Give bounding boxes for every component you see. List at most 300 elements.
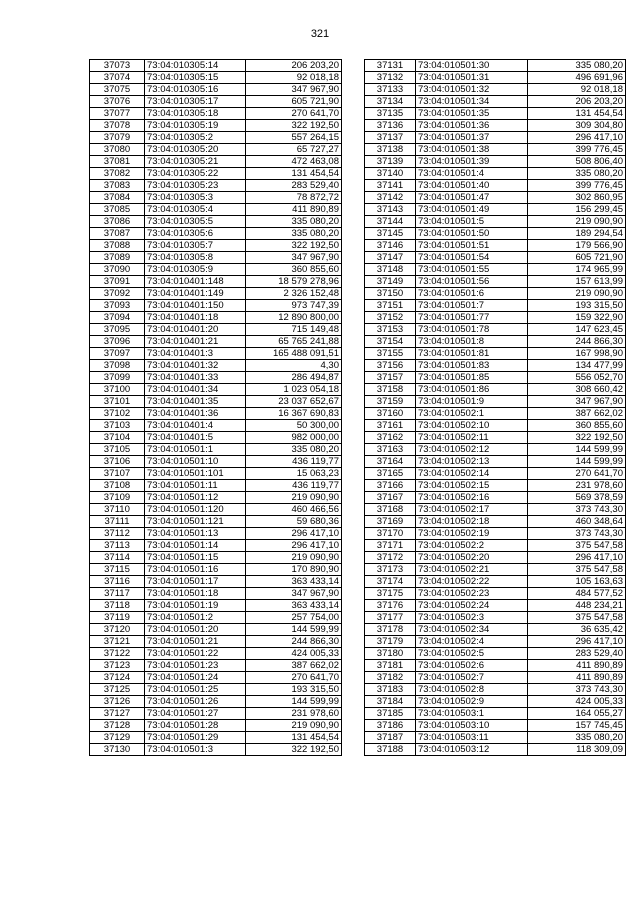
table-row <box>90 324 342 336</box>
cadastral-number-cell: 73:04:010401:18 <box>145 312 246 324</box>
table-row <box>90 240 342 252</box>
cadastral-number-cell: 73:04:010501:5 <box>416 216 528 228</box>
table-row <box>90 696 342 708</box>
table-row <box>365 60 626 72</box>
value-cell: 605 721,90 <box>246 96 342 108</box>
record-number-cell: 37119 <box>90 612 145 624</box>
table-row <box>90 408 342 420</box>
value-cell: 78 872,72 <box>246 192 342 204</box>
value-cell: 322 192,50 <box>246 744 342 756</box>
table-row <box>365 120 626 132</box>
cadastral-number-cell: 73:04:010501:16 <box>145 564 246 576</box>
value-cell: 335 080,20 <box>246 228 342 240</box>
value-cell: 244 866,30 <box>528 336 626 348</box>
record-number-cell: 37080 <box>90 144 145 156</box>
cadastral-number-cell: 73:04:010305:5 <box>145 216 246 228</box>
record-number-cell: 37154 <box>365 336 416 348</box>
cadastral-number-cell: 73:04:010501:28 <box>145 720 246 732</box>
value-cell: 360 855,60 <box>246 264 342 276</box>
table-row <box>90 732 342 744</box>
table-row <box>365 636 626 648</box>
record-number-cell: 37147 <box>365 252 416 264</box>
cadastral-number-cell: 73:04:010501:6 <box>416 288 528 300</box>
record-number-cell: 37182 <box>365 672 416 684</box>
cadastral-number-cell: 73:04:010305:17 <box>145 96 246 108</box>
value-cell: 496 691,96 <box>528 72 626 84</box>
value-cell: 296 417,10 <box>528 552 626 564</box>
cadastral-number-cell: 73:04:010501:49 <box>416 204 528 216</box>
cadastral-number-cell: 73:04:010501:34 <box>416 96 528 108</box>
cadastral-number-cell: 73:04:010305:4 <box>145 204 246 216</box>
cadastral-number-cell: 73:04:010501:86 <box>416 384 528 396</box>
cadastral-number-cell: 73:04:010401:5 <box>145 432 246 444</box>
cadastral-number-cell: 73:04:010501:19 <box>145 600 246 612</box>
record-number-cell: 37144 <box>365 216 416 228</box>
cadastral-number-cell: 73:04:010502:18 <box>416 516 528 528</box>
cadastral-number-cell: 73:04:010503:1 <box>416 708 528 720</box>
record-number-cell: 37156 <box>365 360 416 372</box>
record-number-cell: 37140 <box>365 168 416 180</box>
table-row <box>90 588 342 600</box>
table-row <box>365 396 626 408</box>
record-number-cell: 37089 <box>90 252 145 264</box>
table-row <box>365 264 626 276</box>
table-row <box>90 720 342 732</box>
value-cell: 296 417,10 <box>528 636 626 648</box>
table-row <box>90 84 342 96</box>
value-cell: 170 890,90 <box>246 564 342 576</box>
cadastral-number-cell: 73:04:010501:36 <box>416 120 528 132</box>
cadastral-number-cell: 73:04:010401:149 <box>145 288 246 300</box>
value-cell: 335 080,20 <box>528 168 626 180</box>
cadastral-number-cell: 73:04:010501:83 <box>416 360 528 372</box>
table-row <box>90 444 342 456</box>
table-row <box>365 228 626 240</box>
cadastral-number-cell: 73:04:010501:78 <box>416 324 528 336</box>
record-number-cell: 37104 <box>90 432 145 444</box>
table-row <box>365 312 626 324</box>
table-row <box>365 336 626 348</box>
value-cell: 189 294,54 <box>528 228 626 240</box>
table-row <box>365 300 626 312</box>
record-number-cell: 37130 <box>90 744 145 756</box>
value-cell: 144 599,99 <box>246 624 342 636</box>
record-number-cell: 37163 <box>365 444 416 456</box>
table-row <box>90 648 342 660</box>
table-row <box>365 216 626 228</box>
record-number-cell: 37121 <box>90 636 145 648</box>
record-number-cell: 37079 <box>90 132 145 144</box>
cadastral-number-cell: 73:04:010305:19 <box>145 120 246 132</box>
record-number-cell: 37161 <box>365 420 416 432</box>
record-number-cell: 37155 <box>365 348 416 360</box>
cadastral-number-cell: 73:04:010502:6 <box>416 660 528 672</box>
table-row <box>90 192 342 204</box>
cadastral-number-cell: 73:04:010305:21 <box>145 156 246 168</box>
record-number-cell: 37105 <box>90 444 145 456</box>
value-cell: 335 080,20 <box>528 60 626 72</box>
value-cell: 322 192,50 <box>246 240 342 252</box>
record-number-cell: 37180 <box>365 648 416 660</box>
value-cell: 92 018,18 <box>246 72 342 84</box>
table-row <box>90 180 342 192</box>
value-cell: 424 005,33 <box>528 696 626 708</box>
value-cell: 131 454,54 <box>246 168 342 180</box>
record-number-cell: 37179 <box>365 636 416 648</box>
cadastral-number-cell: 73:04:010501:11 <box>145 480 246 492</box>
record-number-cell: 37145 <box>365 228 416 240</box>
cadastral-number-cell: 73:04:010502:23 <box>416 588 528 600</box>
value-cell: 322 192,50 <box>528 432 626 444</box>
table-row <box>90 132 342 144</box>
cadastral-number-cell: 73:04:010401:148 <box>145 276 246 288</box>
record-number-cell: 37159 <box>365 396 416 408</box>
table-row <box>365 684 626 696</box>
table-row <box>90 228 342 240</box>
cadastral-number-cell: 73:04:010501:10 <box>145 456 246 468</box>
record-number-cell: 37103 <box>90 420 145 432</box>
cadastral-number-cell: 73:04:010502:3 <box>416 612 528 624</box>
record-number-cell: 37087 <box>90 228 145 240</box>
value-cell: 219 090,90 <box>528 216 626 228</box>
value-cell: 472 463,08 <box>246 156 342 168</box>
table-row <box>90 300 342 312</box>
record-number-cell: 37073 <box>90 60 145 72</box>
cadastral-number-cell: 73:04:010501:29 <box>145 732 246 744</box>
record-number-cell: 37143 <box>365 204 416 216</box>
value-cell: 399 776,45 <box>528 180 626 192</box>
table-row <box>365 480 626 492</box>
value-cell: 605 721,90 <box>528 252 626 264</box>
table-row <box>90 420 342 432</box>
record-number-cell: 37108 <box>90 480 145 492</box>
record-number-cell: 37107 <box>90 468 145 480</box>
cadastral-number-cell: 73:04:010501:38 <box>416 144 528 156</box>
value-cell: 92 018,18 <box>528 84 626 96</box>
record-number-cell: 37129 <box>90 732 145 744</box>
table-row <box>90 168 342 180</box>
record-number-cell: 37117 <box>90 588 145 600</box>
cadastral-number-cell: 73:04:010401:3 <box>145 348 246 360</box>
table-row <box>365 660 626 672</box>
table-row <box>90 516 342 528</box>
value-cell: 12 890 800,00 <box>246 312 342 324</box>
cadastral-number-cell: 73:04:010401:150 <box>145 300 246 312</box>
record-number-cell: 37094 <box>90 312 145 324</box>
record-number-cell: 37106 <box>90 456 145 468</box>
cadastral-number-cell: 73:04:010501:22 <box>145 648 246 660</box>
value-cell: 347 967,90 <box>246 252 342 264</box>
cadastral-number-cell: 73:04:010502:14 <box>416 468 528 480</box>
record-number-cell: 37160 <box>365 408 416 420</box>
table-row <box>90 60 342 72</box>
cadastral-number-cell: 73:04:010501:13 <box>145 528 246 540</box>
record-number-cell: 37101 <box>90 396 145 408</box>
table-row <box>365 600 626 612</box>
value-cell: 36 635,42 <box>528 624 626 636</box>
table-row <box>90 432 342 444</box>
record-number-cell: 37186 <box>365 720 416 732</box>
table-row <box>365 708 626 720</box>
record-number-cell: 37169 <box>365 516 416 528</box>
value-cell: 363 433,14 <box>246 576 342 588</box>
value-cell: 460 348,64 <box>528 516 626 528</box>
cadastral-number-cell: 73:04:010503:12 <box>416 744 528 756</box>
cadastral-number-cell: 73:04:010501:121 <box>145 516 246 528</box>
record-number-cell: 37095 <box>90 324 145 336</box>
record-number-cell: 37092 <box>90 288 145 300</box>
table-row <box>90 612 342 624</box>
table-row <box>365 672 626 684</box>
cadastral-number-cell: 73:04:010501:31 <box>416 72 528 84</box>
value-cell: 144 599,99 <box>246 696 342 708</box>
table-row <box>90 348 342 360</box>
cadastral-number-cell: 73:04:010501:20 <box>145 624 246 636</box>
record-number-cell: 37122 <box>90 648 145 660</box>
cadastral-number-cell: 73:04:010502:10 <box>416 420 528 432</box>
cadastral-number-cell: 73:04:010501:101 <box>145 468 246 480</box>
table-row <box>365 384 626 396</box>
table-row <box>365 528 626 540</box>
record-number-cell: 37090 <box>90 264 145 276</box>
value-cell: 347 967,90 <box>528 396 626 408</box>
cadastral-number-cell: 73:04:010401:4 <box>145 420 246 432</box>
value-cell: 411 890,89 <box>528 660 626 672</box>
cadastral-number-cell: 73:04:010305:6 <box>145 228 246 240</box>
record-number-cell: 37135 <box>365 108 416 120</box>
table-row <box>365 156 626 168</box>
value-cell: 219 090,90 <box>246 492 342 504</box>
value-cell: 373 743,30 <box>528 528 626 540</box>
value-cell: 4,30 <box>246 360 342 372</box>
value-cell: 387 662,02 <box>528 408 626 420</box>
record-number-cell: 37177 <box>365 612 416 624</box>
value-cell: 1 023 054,18 <box>246 384 342 396</box>
cadastral-number-cell: 73:04:010502:8 <box>416 684 528 696</box>
value-cell: 973 747,39 <box>246 300 342 312</box>
value-cell: 157 613,99 <box>528 276 626 288</box>
table-row <box>365 564 626 576</box>
value-cell: 179 566,90 <box>528 240 626 252</box>
value-cell: 283 529,40 <box>528 648 626 660</box>
register-table-right-body <box>365 60 626 756</box>
record-number-cell: 37125 <box>90 684 145 696</box>
record-number-cell: 37112 <box>90 528 145 540</box>
value-cell: 231 978,60 <box>246 708 342 720</box>
cadastral-number-cell: 73:04:010305:9 <box>145 264 246 276</box>
cadastral-number-cell: 73:04:010501:50 <box>416 228 528 240</box>
table-row <box>365 420 626 432</box>
table-row <box>90 600 342 612</box>
record-number-cell: 37176 <box>365 600 416 612</box>
record-number-cell: 37084 <box>90 192 145 204</box>
table-row <box>365 240 626 252</box>
table-row <box>90 636 342 648</box>
value-cell: 286 494,87 <box>246 372 342 384</box>
value-cell: 164 055,27 <box>528 708 626 720</box>
record-number-cell: 37170 <box>365 528 416 540</box>
record-number-cell: 37158 <box>365 384 416 396</box>
table-row <box>90 660 342 672</box>
cadastral-number-cell: 73:04:010501:81 <box>416 348 528 360</box>
table-row <box>365 576 626 588</box>
cadastral-number-cell: 73:04:010401:21 <box>145 336 246 348</box>
record-number-cell: 37116 <box>90 576 145 588</box>
record-number-cell: 37076 <box>90 96 145 108</box>
value-cell: 557 264,15 <box>246 132 342 144</box>
record-number-cell: 37085 <box>90 204 145 216</box>
value-cell: 347 967,90 <box>246 588 342 600</box>
table-row <box>365 504 626 516</box>
value-cell: 2 326 152,48 <box>246 288 342 300</box>
record-number-cell: 37181 <box>365 660 416 672</box>
value-cell: 18 579 278,96 <box>246 276 342 288</box>
record-number-cell: 37134 <box>365 96 416 108</box>
table-row <box>90 336 342 348</box>
table-row <box>365 612 626 624</box>
table-row <box>365 408 626 420</box>
record-number-cell: 37100 <box>90 384 145 396</box>
cadastral-number-cell: 73:04:010501:85 <box>416 372 528 384</box>
cadastral-number-cell: 73:04:010501:120 <box>145 504 246 516</box>
value-cell: 411 890,89 <box>246 204 342 216</box>
record-number-cell: 37131 <box>365 60 416 72</box>
table-row <box>90 396 342 408</box>
cadastral-number-cell: 73:04:010501:14 <box>145 540 246 552</box>
cadastral-number-cell: 73:04:010501:23 <box>145 660 246 672</box>
record-number-cell: 37149 <box>365 276 416 288</box>
value-cell: 219 090,90 <box>528 288 626 300</box>
cadastral-number-cell: 73:04:010502:15 <box>416 480 528 492</box>
cadastral-number-cell: 73:04:010502:16 <box>416 492 528 504</box>
table-row <box>90 72 342 84</box>
table-row <box>90 456 342 468</box>
value-cell: 257 754,00 <box>246 612 342 624</box>
record-number-cell: 37175 <box>365 588 416 600</box>
table-row <box>365 696 626 708</box>
cadastral-number-cell: 73:04:010501:56 <box>416 276 528 288</box>
table-row <box>90 480 342 492</box>
value-cell: 144 599,99 <box>528 444 626 456</box>
value-cell: 508 806,40 <box>528 156 626 168</box>
table-row <box>90 276 342 288</box>
table-row <box>365 324 626 336</box>
record-number-cell: 37167 <box>365 492 416 504</box>
record-number-cell: 37137 <box>365 132 416 144</box>
cadastral-number-cell: 73:04:010502:7 <box>416 672 528 684</box>
cadastral-number-cell: 73:04:010502:19 <box>416 528 528 540</box>
cadastral-number-cell: 73:04:010501:24 <box>145 672 246 684</box>
table-row <box>365 372 626 384</box>
table-row <box>365 516 626 528</box>
cadastral-number-cell: 73:04:010501:7 <box>416 300 528 312</box>
record-number-cell: 37078 <box>90 120 145 132</box>
cadastral-number-cell: 73:04:010305:23 <box>145 180 246 192</box>
record-number-cell: 37128 <box>90 720 145 732</box>
record-number-cell: 37171 <box>365 540 416 552</box>
table-row <box>90 684 342 696</box>
record-number-cell: 37153 <box>365 324 416 336</box>
value-cell: 270 641,70 <box>246 108 342 120</box>
value-cell: 556 052,70 <box>528 372 626 384</box>
record-number-cell: 37142 <box>365 192 416 204</box>
table-row <box>365 96 626 108</box>
value-cell: 309 304,80 <box>528 120 626 132</box>
table-row <box>90 144 342 156</box>
cadastral-number-cell: 73:04:010501:35 <box>416 108 528 120</box>
cadastral-number-cell: 73:04:010503:11 <box>416 732 528 744</box>
record-number-cell: 37132 <box>365 72 416 84</box>
cadastral-number-cell: 73:04:010503:10 <box>416 720 528 732</box>
value-cell: 23 037 652,67 <box>246 396 342 408</box>
value-cell: 270 641,70 <box>246 672 342 684</box>
table-row <box>90 564 342 576</box>
value-cell: 165 488 091,51 <box>246 348 342 360</box>
cadastral-number-cell: 73:04:010501:40 <box>416 180 528 192</box>
table-row <box>365 168 626 180</box>
record-number-cell: 37136 <box>365 120 416 132</box>
cadastral-number-cell: 73:04:010501:8 <box>416 336 528 348</box>
value-cell: 360 855,60 <box>528 420 626 432</box>
value-cell: 335 080,20 <box>246 444 342 456</box>
cadastral-number-cell: 73:04:010305:22 <box>145 168 246 180</box>
table-row <box>365 276 626 288</box>
register-table-left <box>89 59 342 756</box>
table-row <box>90 360 342 372</box>
cadastral-number-cell: 73:04:010501:77 <box>416 312 528 324</box>
value-cell: 193 315,50 <box>246 684 342 696</box>
cadastral-number-cell: 73:04:010502:5 <box>416 648 528 660</box>
table-row <box>90 288 342 300</box>
table-row <box>90 108 342 120</box>
record-number-cell: 37115 <box>90 564 145 576</box>
value-cell: 231 978,60 <box>528 480 626 492</box>
table-row <box>90 624 342 636</box>
cadastral-number-cell: 73:04:010501:55 <box>416 264 528 276</box>
table-row <box>90 216 342 228</box>
record-number-cell: 37174 <box>365 576 416 588</box>
cadastral-number-cell: 73:04:010501:47 <box>416 192 528 204</box>
table-row <box>365 348 626 360</box>
value-cell: 335 080,20 <box>246 216 342 228</box>
value-cell: 16 367 690,83 <box>246 408 342 420</box>
table-row <box>90 156 342 168</box>
table-row <box>365 624 626 636</box>
record-number-cell: 37086 <box>90 216 145 228</box>
table-row <box>365 720 626 732</box>
table-row <box>365 252 626 264</box>
table-row <box>365 144 626 156</box>
value-cell: 375 547,58 <box>528 612 626 624</box>
cadastral-number-cell: 73:04:010501:2 <box>145 612 246 624</box>
record-number-cell: 37173 <box>365 564 416 576</box>
table-row <box>365 492 626 504</box>
record-number-cell: 37184 <box>365 696 416 708</box>
record-number-cell: 37098 <box>90 360 145 372</box>
table-row <box>90 672 342 684</box>
record-number-cell: 37162 <box>365 432 416 444</box>
table-row <box>365 432 626 444</box>
record-number-cell: 37083 <box>90 180 145 192</box>
cadastral-number-cell: 73:04:010501:4 <box>416 168 528 180</box>
record-number-cell: 37082 <box>90 168 145 180</box>
cadastral-number-cell: 73:04:010305:7 <box>145 240 246 252</box>
record-number-cell: 37081 <box>90 156 145 168</box>
table-row <box>365 288 626 300</box>
cadastral-number-cell: 73:04:010502:22 <box>416 576 528 588</box>
value-cell: 219 090,90 <box>246 552 342 564</box>
record-number-cell: 37111 <box>90 516 145 528</box>
